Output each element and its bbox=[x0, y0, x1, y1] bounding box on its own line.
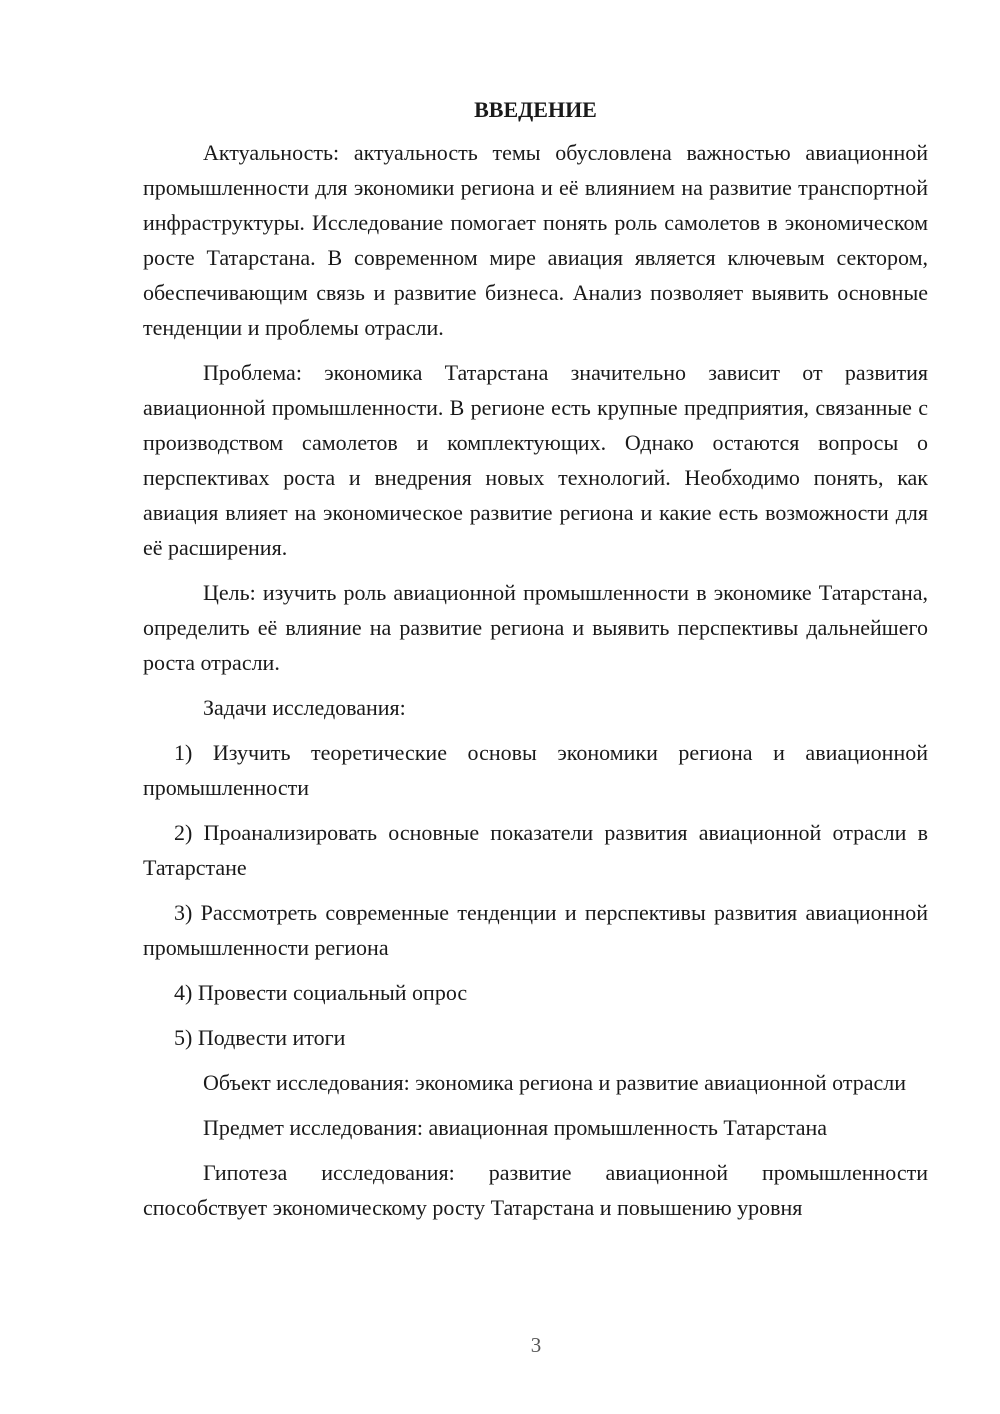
document-title bbox=[143, 92, 928, 127]
tasks-heading: Задачи исследования: bbox=[203, 695, 406, 720]
paragraph-subject: Предмет исследования: авиационная промышленность Татарстана bbox=[203, 1115, 828, 1140]
paragraph-goal: Цель: изучить роль авиационной промышленности в экономике Татарстана, определить её влияние на развитие региона и выявить перспективы дальнейшего роста отрасли. bbox=[143, 580, 928, 675]
paragraph-relevance: Актуальность: актуальность темы обусловлена важностью авиационной промышленности для экономики региона и её влиянием на развитие транспортной инфраструктуры. Исследование помогает понять роль самолетов в экономическом росте Татарстана. В современном мире авиация является ключевым сектором, обеспечивающим связь и развитие бизнеса. Анализ позволяет выявить основные тенденции и проблемы отрасли. bbox=[143, 140, 928, 340]
page-number: 3 bbox=[530, 1333, 542, 1357]
paragraph-problem: Проблема: экономика Татарстана значительно зависит от развития авиационной промышленности. В регионе есть крупные предприятия, связанные с производством самолетов и комплектующих. Однако остаются вопросы о перспективах роста и внедрения новых технологий. Необходимо понять, как авиация влияет на экономическое развитие региона и какие есть возможности для её расширения. bbox=[143, 360, 928, 560]
document-body bbox=[143, 92, 928, 1235]
paragraph-hypothesis: Гипотеза исследования: развитие авиационной промышленности способствует экономическому росту Татарстана и повышению уровня bbox=[143, 1160, 928, 1220]
document-title-text: ВВЕДЕНИЕ bbox=[474, 97, 597, 122]
task-item-5: 5) Подвести итоги bbox=[174, 1025, 346, 1050]
paragraph-object: Объект исследования: экономика региона и развитие авиационной отрасли bbox=[203, 1070, 907, 1095]
task-item-4: 4) Провести социальный опрос bbox=[174, 980, 468, 1005]
task-item-2: 2) Проанализировать основные показатели развития авиационной отрасли в Татарстане bbox=[143, 820, 928, 880]
task-item-1: 1) Изучить теоретические основы экономики региона и авиационной промышленности bbox=[143, 740, 928, 800]
task-item-3: 3) Рассмотреть современные тенденции и перспективы развития авиационной промышленности региона bbox=[143, 900, 928, 960]
